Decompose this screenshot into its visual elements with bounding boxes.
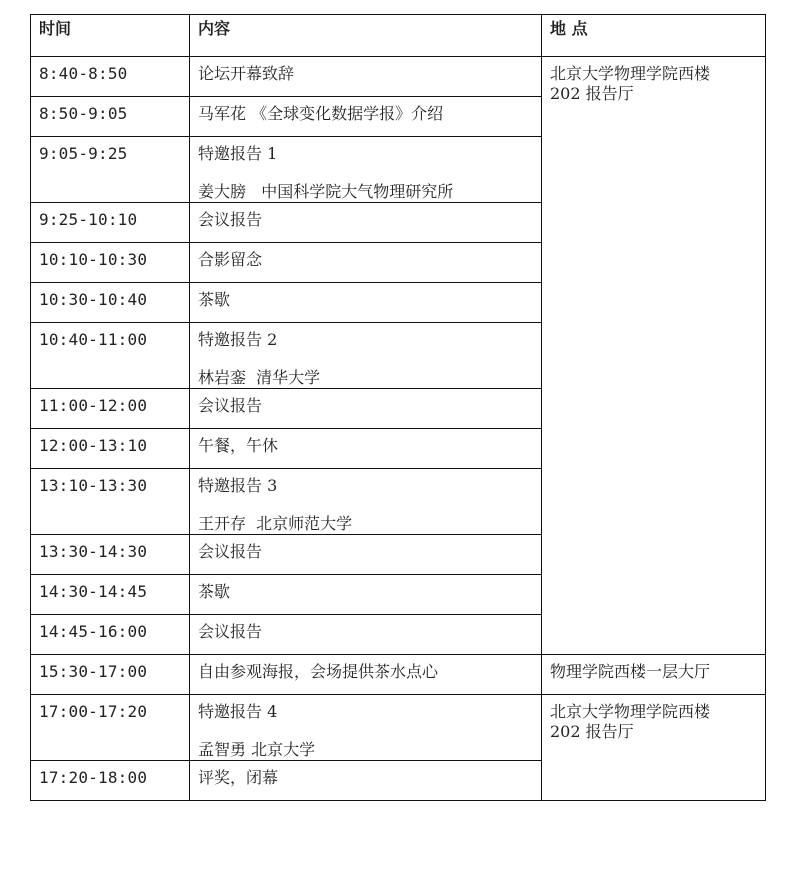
content-line: 会议报告	[198, 210, 263, 229]
table-row	[31, 57, 766, 97]
content-cell	[190, 389, 542, 429]
content-line: 会议报告	[198, 396, 263, 415]
place-line: 202 报告厅	[550, 84, 634, 103]
time-cell: 14:30-14:45	[31, 575, 190, 615]
content-line: 特邀报告 3	[198, 476, 278, 495]
content-cell	[190, 323, 542, 389]
header-time: 时间	[31, 15, 190, 57]
place-line: 202 报告厅	[550, 722, 634, 741]
time-cell: 8:40-8:50	[31, 57, 190, 97]
time-cell: 9:05-9:25	[31, 137, 190, 203]
content-line: 特邀报告 1	[198, 144, 278, 163]
content-cell	[190, 761, 542, 801]
header-place: 地 点	[542, 15, 766, 57]
time-cell: 10:10-10:30	[31, 243, 190, 283]
content-line: 论坛开幕致辞	[198, 64, 295, 83]
time-cell: 13:30-14:30	[31, 535, 190, 575]
time-cell: 12:00-13:10	[31, 429, 190, 469]
content-cell	[190, 535, 542, 575]
content-cell	[190, 243, 542, 283]
content-cell	[190, 695, 542, 761]
time-cell: 10:30-10:40	[31, 283, 190, 323]
time-cell: 8:50-9:05	[31, 97, 190, 137]
place-cell	[542, 695, 766, 801]
content-line: 孟智勇 北京大学	[198, 740, 316, 759]
time-cell: 13:10-13:30	[31, 469, 190, 535]
time-cell: 10:40-11:00	[31, 323, 190, 389]
place-cell	[542, 57, 766, 655]
time-cell: 17:00-17:20	[31, 695, 190, 761]
content-cell	[190, 469, 542, 535]
content-line: 会议报告	[198, 622, 263, 641]
time-cell: 11:00-12:00	[31, 389, 190, 429]
time-cell: 17:20-18:00	[31, 761, 190, 801]
content-cell	[190, 615, 542, 655]
content-line: 特邀报告 2	[198, 330, 278, 349]
content-line: 自由参观海报，会场提供茶水点心	[198, 662, 439, 681]
content-line: 午餐，午休	[198, 436, 279, 455]
content-line: 王开存 北京师范大学	[198, 514, 353, 533]
content-cell	[190, 203, 542, 243]
content-line: 茶歇	[198, 582, 231, 601]
place-cell	[542, 655, 766, 695]
table-row	[31, 655, 766, 695]
content-cell	[190, 137, 542, 203]
content-line: 合影留念	[198, 250, 263, 269]
content-line: 姜大膀 中国科学院大气物理研究所	[198, 182, 454, 201]
place-line: 北京大学物理学院西楼	[550, 64, 711, 83]
header-row	[31, 15, 766, 57]
content-line: 特邀报告 4	[198, 702, 278, 721]
time-cell: 15:30-17:00	[31, 655, 190, 695]
content-cell	[190, 575, 542, 615]
content-cell	[190, 97, 542, 137]
table-row	[31, 695, 766, 761]
time-cell: 9:25-10:10	[31, 203, 190, 243]
content-cell	[190, 283, 542, 323]
content-line: 会议报告	[198, 542, 263, 561]
place-line: 物理学院西楼一层大厅	[550, 662, 711, 681]
content-cell	[190, 429, 542, 469]
schedule-table	[30, 14, 766, 801]
content-line: 林岩銮 清华大学	[198, 368, 321, 387]
content-line: 评奖，闭幕	[198, 768, 279, 787]
header-content: 内容	[190, 15, 542, 57]
content-line: 马军花 《全球变化数据学报》介绍	[198, 104, 444, 123]
content-cell	[190, 57, 542, 97]
content-cell	[190, 655, 542, 695]
time-cell: 14:45-16:00	[31, 615, 190, 655]
content-line: 茶歇	[198, 290, 231, 309]
place-line: 北京大学物理学院西楼	[550, 702, 711, 721]
